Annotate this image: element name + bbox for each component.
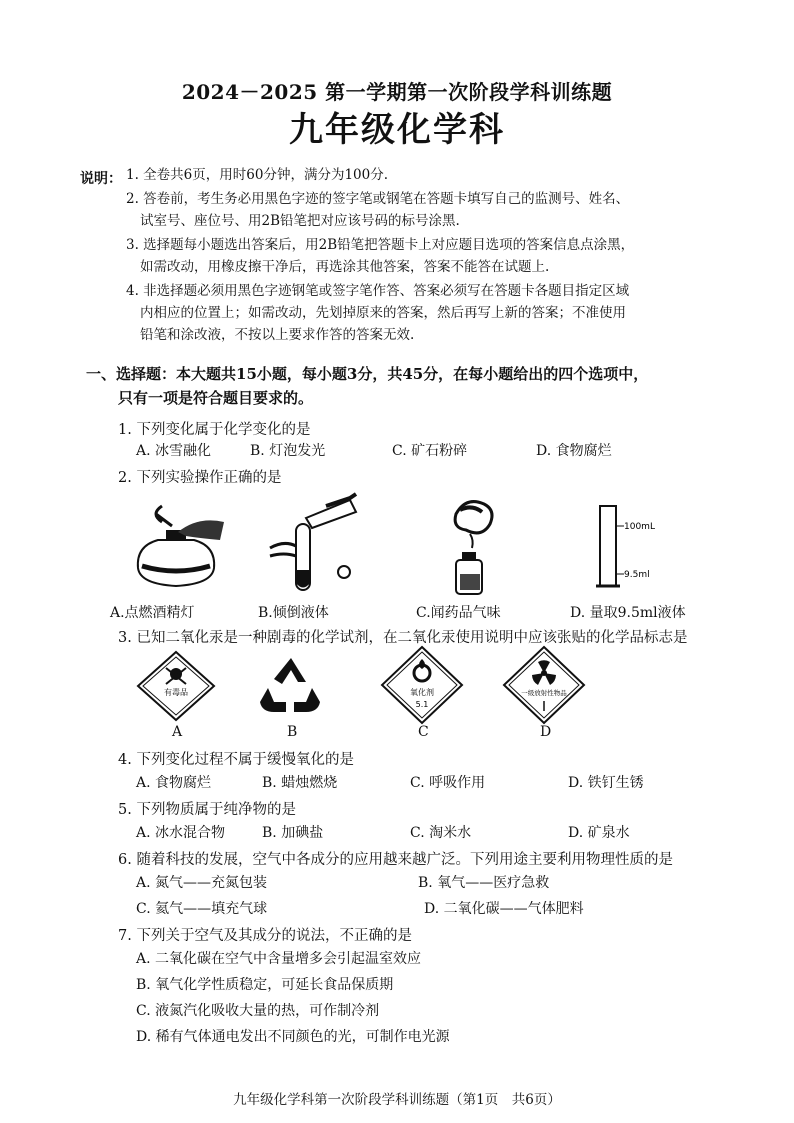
question-7: 7. 下列关于空气及其成分的说法，不正确的是 bbox=[118, 928, 412, 944]
question-3: 3. 已知二氧化汞是一种剧毒的化学试剂，在二氧化汞使用说明中应该张贴的化学品标志是 bbox=[118, 630, 688, 646]
smell-chemical-figure bbox=[436, 494, 512, 602]
alcohol-lamp-figure bbox=[128, 496, 228, 598]
option-b: B. 蜡烛燃烧 bbox=[262, 775, 338, 791]
note-line: 内相应的位置上；如需改动，先划掉原来的答案，然后再写上新的答案；不准使用 bbox=[140, 305, 626, 321]
option-c: C bbox=[418, 724, 429, 740]
option-a: A. 冰雪融化 bbox=[136, 443, 212, 459]
oxidizer-sign-text: 氧化剂 bbox=[410, 688, 434, 697]
question-6: 6. 随着科技的发展，空气中各成分的应用越来越广泛。下列用途主要利用物理性质的是 bbox=[118, 852, 673, 868]
note-line: 3. 选择题每小题选出答案后，用2B铅笔把答题卡上对应题目选项的答案信息点涂黑， bbox=[126, 237, 635, 253]
option-a: A. 氮气——充氮包装 bbox=[136, 875, 268, 891]
option-c: C. 淘米水 bbox=[410, 825, 472, 841]
option-a: A. 二氧化碳在空气中含量增多会引起温室效应 bbox=[136, 951, 422, 967]
pour-liquid-figure bbox=[266, 490, 366, 600]
option-d: D. 稀有气体通电发出不同颜色的光，可制作电光源 bbox=[136, 1029, 450, 1045]
question-2: 2. 下列实验操作正确的是 bbox=[118, 470, 282, 486]
question-1: 1. 下列变化属于化学变化的是 bbox=[118, 422, 311, 438]
option-b: B.倾倒液体 bbox=[258, 605, 329, 621]
note-line: 铅笔和涂改液，不按以上要求作答的答案无效. bbox=[140, 327, 415, 343]
section-heading: 一、选择题：本大题共15小题，每小题3分，共45分，在每小题给出的四个选项中， 只有一项是符合题目要求的。 bbox=[86, 365, 649, 407]
note-line: 如需改动，用橡皮擦干净后，再选涂其他答案，答案不能答在试题上. bbox=[140, 259, 550, 275]
option-b: B. 氧气化学性质稳定，可延长食品保质期 bbox=[136, 977, 394, 993]
option-d: D. 矿泉水 bbox=[568, 825, 630, 841]
option-c: C. 氦气——填充气球 bbox=[136, 901, 268, 917]
exam-subject-title: 九年级化学科 bbox=[289, 110, 505, 150]
option-c: C. 液氮汽化吸收大量的热，可作制冷剂 bbox=[136, 1003, 380, 1019]
option-d: D bbox=[540, 724, 552, 740]
cylinder-label-100ml: 100mL bbox=[624, 522, 655, 532]
radioactive-sign bbox=[502, 645, 586, 725]
note-line: 1. 全卷共6页，用时60分钟，满分为100分. bbox=[126, 167, 388, 183]
option-b: B. 灯泡发光 bbox=[250, 443, 326, 459]
question-5: 5. 下列物质属于纯净物的是 bbox=[118, 802, 296, 818]
option-c: C. 矿石粉碎 bbox=[392, 443, 468, 459]
notes-label: 说明： bbox=[80, 171, 122, 187]
option-c: C. 呼吸作用 bbox=[410, 775, 486, 791]
radioactive-sign-text: 一级放射性物品 bbox=[521, 689, 567, 697]
option-b: B. 氧气——医疗急救 bbox=[418, 875, 550, 891]
recycle-icon bbox=[258, 654, 324, 716]
option-a: A. 食物腐烂 bbox=[136, 775, 212, 791]
note-line: 2. 答卷前，考生务必用黑色字迹的签字笔或钢笔在答题卡填写自己的监测号、姓名、 bbox=[126, 191, 630, 207]
exam-title-line1: 2024－2025 第一学期第一次阶段学科训练题 bbox=[181, 80, 613, 104]
option-d: D. 量取9.5ml液体 bbox=[570, 605, 686, 621]
page-footer: 九年级化学科第一次阶段学科训练题（第1页 共6页） bbox=[233, 1092, 561, 1108]
option-d: D. 食物腐烂 bbox=[536, 443, 612, 459]
option-a: A. 冰水混合物 bbox=[136, 825, 226, 841]
toxic-sign-text: 有毒品 bbox=[164, 688, 188, 697]
oxidizer-sign bbox=[380, 645, 464, 725]
option-d: D. 铁钉生锈 bbox=[568, 775, 644, 791]
option-a: A bbox=[172, 724, 183, 740]
option-b: B bbox=[287, 724, 298, 740]
question-4: 4. 下列变化过程不属于缓慢氧化的是 bbox=[118, 752, 354, 768]
toxic-substance-sign bbox=[136, 650, 216, 722]
option-b: B. 加碘盐 bbox=[262, 825, 324, 841]
note-line: 4. 非选择题必须用黑色字迹钢笔或签字笔作答、答案必须写在答题卡各题目指定区域 bbox=[126, 283, 630, 299]
option-d: D. 二氧化碳——气体肥料 bbox=[424, 901, 584, 917]
oxidizer-sign-class: 5.1 bbox=[415, 700, 429, 709]
option-c: C.闻药品气味 bbox=[416, 605, 501, 621]
graduated-cylinder-figure bbox=[594, 500, 674, 592]
option-a: A.点燃酒精灯 bbox=[110, 605, 195, 621]
note-line: 试室号、座位号、用2B铅笔把对应该号码的标号涂黑. bbox=[140, 213, 460, 229]
cylinder-label-9-5ml: 9.5ml bbox=[624, 570, 650, 580]
